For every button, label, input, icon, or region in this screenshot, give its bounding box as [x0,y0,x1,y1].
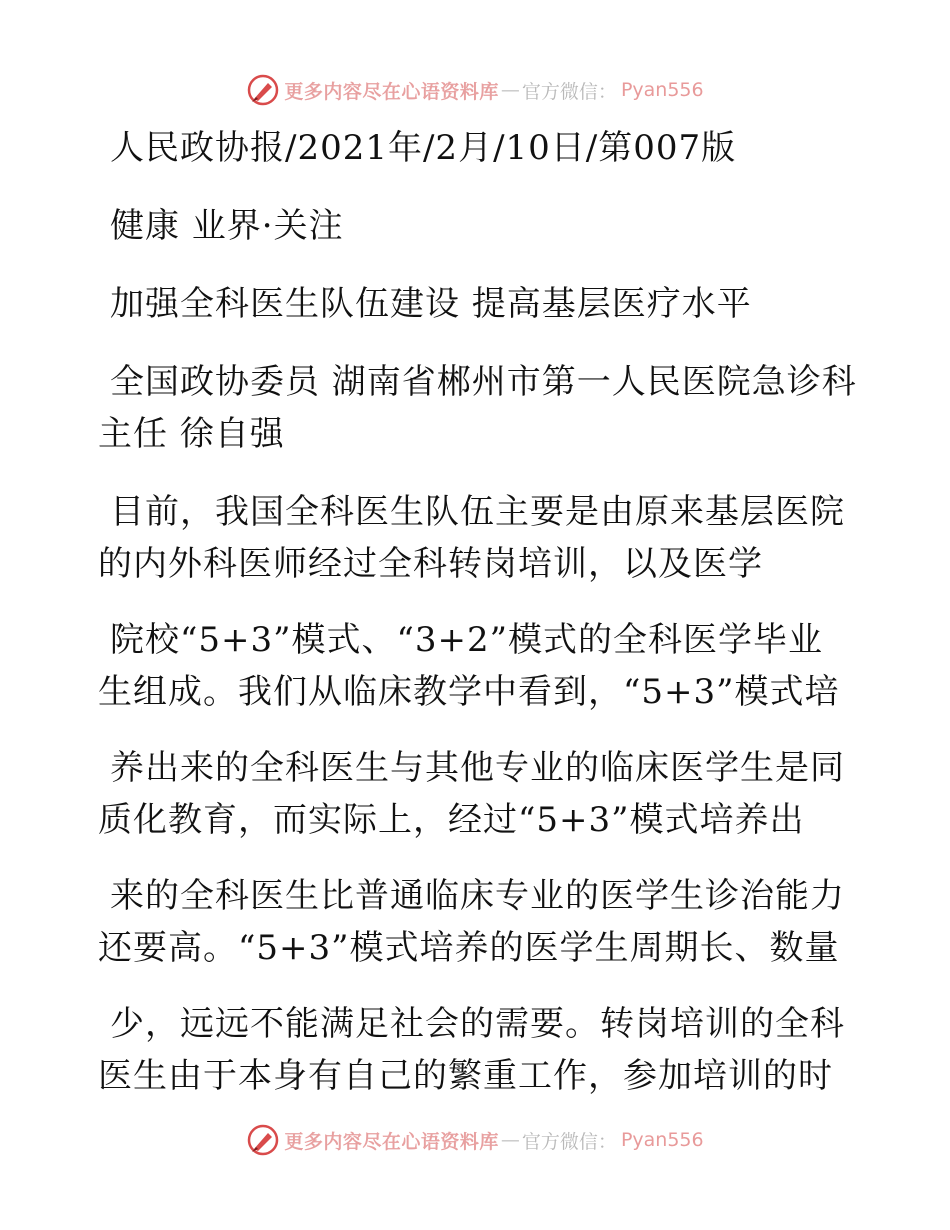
body-line: 还要高。“5+3”模式培养的医学生周期长、数量 [98,928,840,968]
body-line: 生组成。我们从临床教学中看到，“5+3”模式培 [98,672,840,712]
author-line: 全国政协委员 湖南省郴州市第一人民医院急诊科 [110,362,857,402]
pen-logo-icon [246,1123,280,1157]
watermark-account: Pyan556 [620,79,704,101]
body-line: 的内外科医师经过全科转岗培训，以及医学 [98,544,763,584]
pen-logo-icon [246,73,280,107]
watermark-header [0,70,950,110]
body-line: 质化教育，而实际上，经过“5+3”模式培养出 [98,800,805,840]
article-content [98,122,858,1102]
article-headline: 加强全科医生队伍建设 提高基层医疗水平 [110,284,752,324]
source-line: 人民政协报/2021年/2月/10日/第007版 [110,128,737,168]
body-line: 医生由于本身有自己的繁重工作，参加培训的时 [98,1056,833,1096]
watermark-official: 官方微信： [521,80,617,103]
watermark-account: Pyan556 [620,1129,704,1151]
watermark-separator: — [500,79,520,101]
watermark-footer [0,1120,950,1160]
watermark-brand: 更多内容尽在心语资料库 [284,80,499,103]
body-line: 来的全科医生比普通临床专业的医学生诊治能力 [110,876,845,916]
author-line: 主任 徐自强 [98,414,285,454]
section-title: 健康 业界·关注 [110,206,344,246]
watermark-separator: — [500,1129,520,1151]
body-line: 目前，我国全科医生队伍主要是由原来基层医院 [110,492,845,532]
watermark-brand: 更多内容尽在心语资料库 [284,1130,499,1153]
body-line: 养出来的全科医生与其他专业的临床医学生是同 [110,748,845,788]
body-line: 院校“5+3”模式、“3+2”模式的全科医学毕业 [110,620,824,660]
body-line: 少，远远不能满足社会的需要。转岗培训的全科 [110,1004,845,1044]
watermark-official: 官方微信： [521,1130,617,1153]
